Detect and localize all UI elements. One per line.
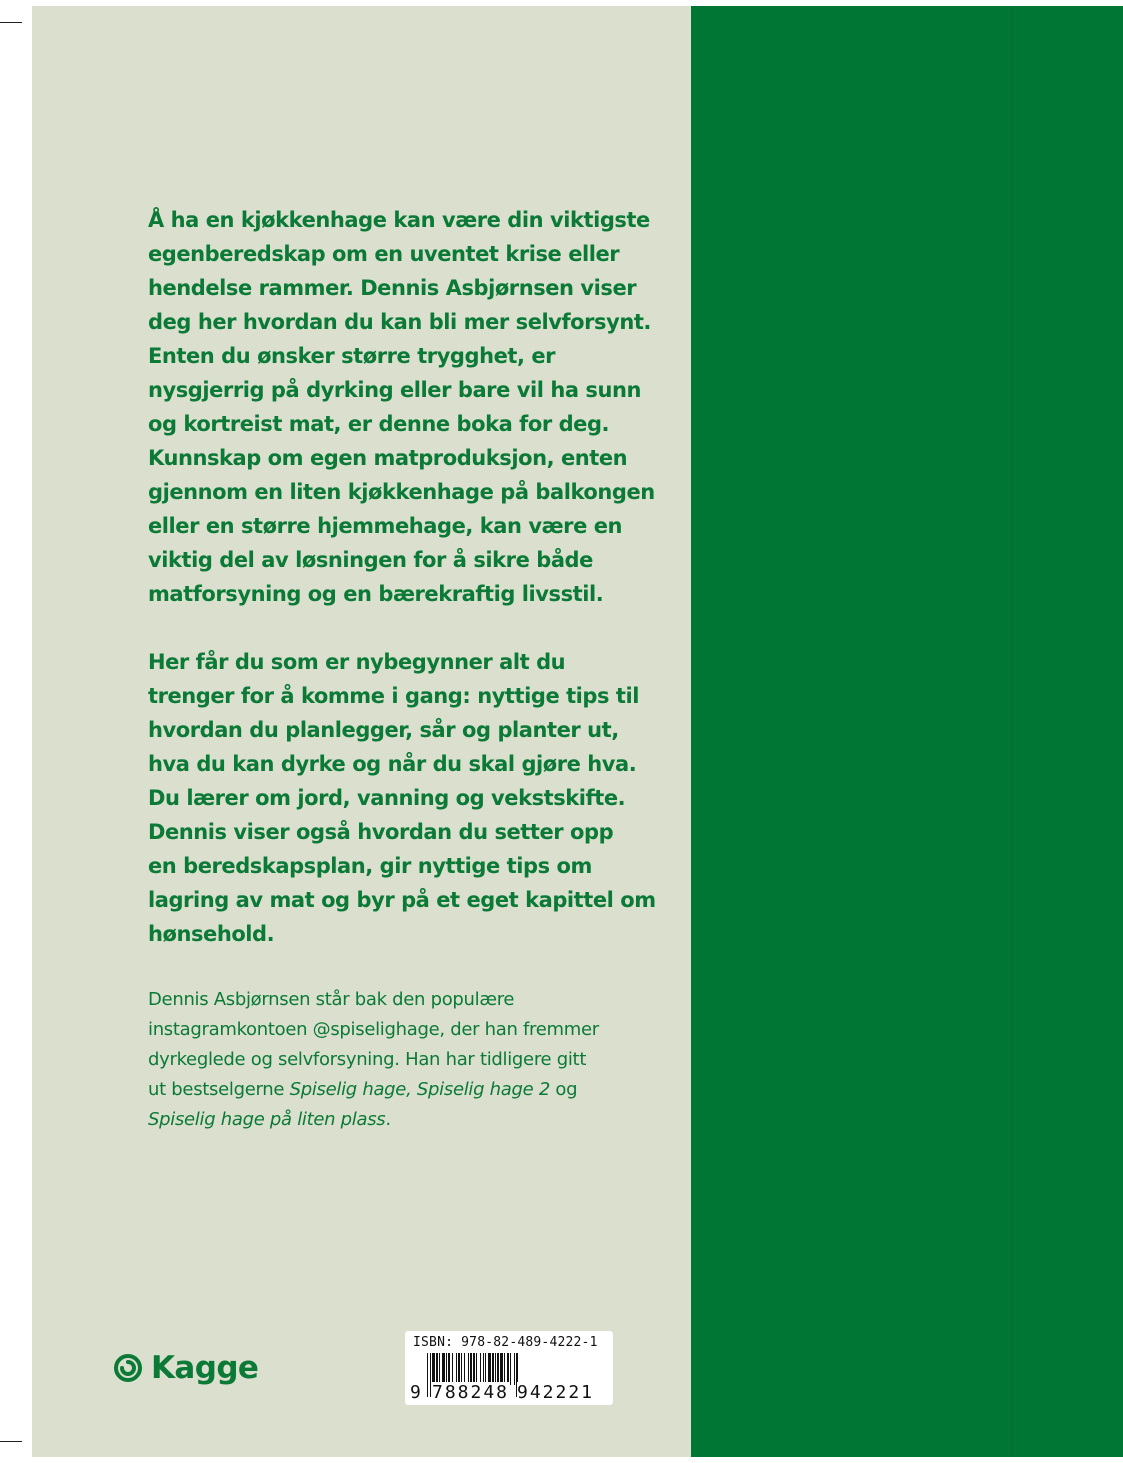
- blurb-line: hvordan du planlegger, sår og planter ut,: [148, 718, 619, 742]
- blurb-line: trenger for å komme i gang: nyttige tips til: [148, 684, 640, 708]
- barcode-bar: [470, 1353, 472, 1385]
- blurb-line: viktig del av løsningen for å sikre både: [148, 548, 593, 572]
- blurb-line: eller en større hjemmehage, kan være en: [148, 514, 623, 538]
- barcode-bar: [476, 1353, 477, 1385]
- barcode-first-digit: 9: [410, 1382, 421, 1403]
- bio-line: instagramkontoen @spiselighage, der han fremmer: [148, 1019, 599, 1040]
- barcode-bar: [446, 1353, 447, 1385]
- bio-text: og: [549, 1079, 578, 1100]
- crop-mark-top: [0, 22, 22, 23]
- barcode-bar: [461, 1353, 462, 1385]
- isbn-barcode: [405, 1331, 613, 1405]
- blurb-line: Dennis viser også hvordan du setter opp: [148, 820, 614, 844]
- barcode-left-digits: 788248: [432, 1382, 510, 1403]
- blurb-line: matforsyning og en bærekraftig livsstil.: [148, 582, 604, 606]
- blurb-line: gjennom en liten kjøkkenhage på balkongen: [148, 480, 655, 504]
- barcode-bar: [456, 1353, 457, 1385]
- front-cover-edge: [1011, 6, 1123, 1457]
- spiral-icon: [113, 1353, 143, 1383]
- book-titles: Spiselig hage, Spiselig hage 2: [289, 1079, 550, 1100]
- barcode-bar: [497, 1353, 499, 1385]
- barcode-bar: [452, 1353, 453, 1385]
- barcode-bar: [485, 1353, 486, 1385]
- blurb-line: nysgjerrig på dyrking eller bare vil ha sunn: [148, 378, 641, 402]
- barcode-bar: [464, 1353, 465, 1385]
- barcode-bar: [436, 1353, 438, 1385]
- blurb-line: hønsehold.: [148, 922, 275, 946]
- blurb-line: Kunnskap om egen matproduksjon, enten: [148, 446, 628, 470]
- barcode-bar: [504, 1353, 505, 1385]
- barcode-bar: [458, 1353, 460, 1385]
- isbn-label: ISBN: 978-82-489-4222-1: [413, 1335, 598, 1350]
- blurb-line: hendelse rammer. Dennis Asbjørnsen viser: [148, 276, 637, 300]
- bio-line: dyrkeglede og selvforsyning. Han har tidligere gitt: [148, 1049, 587, 1070]
- barcode-bar: [483, 1353, 484, 1385]
- barcode-bar: [507, 1353, 509, 1385]
- book-title: Spiselig hage på liten plass: [148, 1109, 386, 1130]
- barcode-bar: [430, 1353, 431, 1397]
- barcode-bar: [510, 1353, 511, 1385]
- barcode-bar: [480, 1353, 481, 1385]
- blurb-line: Å ha en kjøkkenhage kan være din viktigste: [148, 208, 650, 232]
- bio-line: [148, 1075, 599, 1105]
- bio-line: [148, 1105, 599, 1135]
- blurb-line: Du lærer om jord, vanning og vekstskifte.: [148, 786, 626, 810]
- bio-line: Dennis Asbjørnsen står bak den populære: [148, 989, 515, 1010]
- barcode-bar: [442, 1353, 445, 1385]
- blurb-line: lagring av mat og byr på et eget kapittel om: [148, 888, 656, 912]
- barcode-bar: [488, 1353, 491, 1385]
- blurb-line: og kortreist mat, er denne boka for deg.: [148, 412, 610, 436]
- bio-text: .: [385, 1109, 391, 1130]
- barcode-right-digits: 942221: [517, 1382, 601, 1403]
- blurb-paragraph-1: [148, 203, 655, 611]
- blurb-line: deg her hvordan du kan bli mer selvforsynt.: [148, 310, 651, 334]
- crop-mark-bottom: [0, 1441, 22, 1442]
- barcode-bar: [427, 1353, 428, 1397]
- barcode-bar: [514, 1353, 515, 1385]
- blurb-line: Enten du ønsker større trygghet, er: [148, 344, 556, 368]
- barcode-bar: [500, 1353, 503, 1385]
- bio-text: ut bestselgerne: [148, 1079, 290, 1100]
- book-spine: [691, 6, 1011, 1457]
- blurb-line: en beredskapsplan, gir nyttige tips om: [148, 854, 592, 878]
- barcode-bar: [495, 1353, 496, 1385]
- barcode-bar: [448, 1353, 450, 1385]
- blurb-paragraph-2: [148, 645, 656, 951]
- author-bio: [148, 985, 599, 1135]
- barcode-bar: [492, 1353, 494, 1385]
- barcode-bar: [468, 1353, 469, 1385]
- publisher-name: Kagge: [151, 1350, 259, 1386]
- blurb-line: egenberedskap om en uventet krise eller: [148, 242, 620, 266]
- barcode-bar: [439, 1353, 440, 1385]
- blurb-line: hva du kan dyrke og når du skal gjøre hva.: [148, 752, 637, 776]
- publisher-logo: [113, 1346, 258, 1390]
- barcode-bar: [432, 1353, 435, 1385]
- blurb-line: Her får du som er nybegynner alt du: [148, 650, 566, 674]
